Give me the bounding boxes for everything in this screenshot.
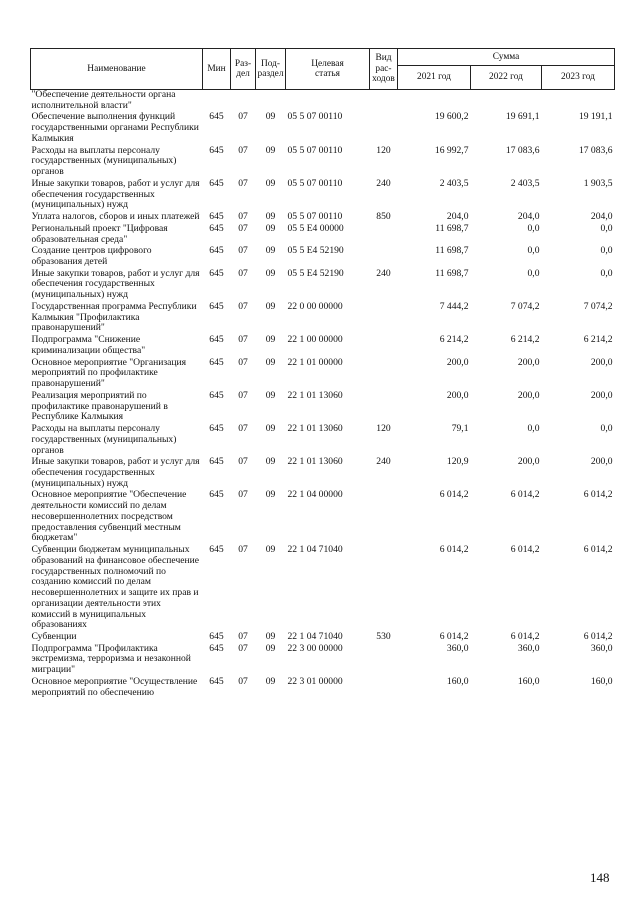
table-cell-min: 645 (209, 356, 224, 368)
table-cell-name: Основное мероприятие "Осуществление мероприятий по обеспечению (31, 675, 198, 698)
table-cell-target: 05 5 E4 00000 (287, 222, 344, 234)
table-cell-min: 645 (209, 423, 224, 435)
table-cell-2021: 120,9 (446, 456, 469, 468)
table-cell-razdel: 07 (238, 334, 248, 346)
table-cell-2023: 6 014,2 (583, 544, 613, 556)
table-cell-2021: 160,0 (446, 675, 469, 687)
table-row (31, 545, 615, 632)
header-year-2023: 2023 год (542, 66, 615, 90)
table-cell-2021: 6 014,2 (439, 544, 469, 556)
table-cell-name: Субвенции бюджетам муниципальных образований на финансовое обеспечение государственных полномочий по созданию комиссий по делам несовершеннолетних и защите их прав и организации деятельности этих комиссий в муниципальных образованиях (31, 544, 200, 631)
table-cell-vid: 240 (376, 456, 391, 468)
table-cell-2022: 7 074,2 (510, 300, 540, 312)
table-cell-2021: 360,0 (446, 642, 469, 654)
table-cell-2023: 6 014,2 (583, 630, 613, 642)
table-cell-2021: 200,0 (446, 356, 469, 368)
table-cell-2021: 204,0 (446, 211, 469, 223)
header-target: Целевая статья (286, 49, 370, 90)
table-cell-name: Подпрограмма "Снижение криминализации общества" (31, 334, 146, 356)
table-row (31, 302, 615, 335)
table-cell-vid (370, 677, 398, 699)
table-cell-razdel: 07 (238, 111, 248, 123)
table-cell-podrazdel: 09 (265, 544, 276, 556)
table-cell-name: Иные закупки товаров, работ и услуг для обеспечения государственных (муниципальных) нужд (31, 267, 200, 301)
table-cell-name: Основное мероприятие "Обеспечение деятельности комиссий по делам несовершеннолетних посредством предоставления субвенций местным бюджетам" (31, 489, 187, 544)
table-cell-name: Расходы на выплаты персоналу государственных (муниципальных) органов (31, 144, 177, 178)
table-cell-2022: 6 014,2 (510, 630, 540, 642)
table-cell-razdel: 07 (238, 389, 248, 401)
table-cell-name: Расходы на выплаты персоналу государственных (муниципальных) органов (31, 423, 177, 456)
table-cell-2021: 11 698,7 (435, 245, 469, 257)
table-cell-name: Уплата налогов, сборов и иных платежей (31, 211, 200, 223)
table-cell-podrazdel: 09 (265, 356, 276, 368)
table-cell-razdel: 07 (238, 456, 248, 468)
table-cell-podrazdel: 09 (265, 245, 276, 257)
table-cell-target (286, 90, 370, 113)
header-min: Мин (203, 49, 231, 90)
table-cell-min: 645 (209, 211, 224, 223)
table-cell-target: 22 1 01 13060 (287, 456, 343, 468)
table-cell-min: 645 (209, 111, 224, 123)
table-cell-2022: 200,0 (517, 389, 540, 401)
table-cell-podrazdel: 09 (265, 300, 276, 312)
table-cell-2023: 360,0 (590, 642, 613, 654)
table-cell-name: "Обеспечение деятельности органа исполнительной власти" (31, 89, 176, 111)
table-cell-2021: 6 014,2 (439, 630, 469, 642)
table-cell-2023: 7 074,2 (583, 300, 613, 312)
table-cell-2023: 6 014,2 (583, 489, 613, 501)
table-cell-vid (370, 391, 398, 424)
table-cell-target: 05 5 07 00110 (287, 177, 343, 189)
table-cell-2023: 17 083,6 (578, 144, 613, 156)
table-cell-podrazdel: 09 (265, 389, 276, 401)
table-cell-2023: 200,0 (590, 389, 613, 401)
table-cell-name: Иные закупки товаров, работ и услуг для обеспечения государственных (муниципальных) нужд (31, 177, 200, 211)
table-cell-2023 (542, 90, 615, 113)
table-cell-target: 22 1 01 13060 (287, 389, 343, 401)
table-cell-2022: 200,0 (517, 456, 540, 468)
table-cell-razdel: 07 (238, 630, 248, 642)
table-cell-vid (370, 90, 398, 113)
table-row (31, 146, 615, 179)
table-cell-name: Региональный проект "Цифровая образовательная среда" (31, 222, 168, 245)
table-cell-target: 05 5 07 00110 (287, 144, 343, 156)
table-cell-2022: 0,0 (527, 222, 540, 234)
table-cell-2021: 11 698,7 (435, 222, 469, 234)
table-cell-razdel: 07 (238, 144, 248, 156)
table-cell-podrazdel: 09 (265, 630, 276, 642)
table-cell-target: 22 1 01 00000 (287, 356, 343, 368)
budget-table (30, 48, 615, 699)
table-cell-2023: 1 903,5 (583, 177, 613, 189)
table-body (31, 90, 615, 700)
budget-table-page (30, 48, 624, 699)
table-cell-razdel: 07 (238, 356, 248, 368)
table-cell-2022: 0,0 (527, 267, 540, 279)
table-cell-name: Государственная программа Республики Калмыкия "Профилактика правонарушений" (31, 300, 197, 334)
header-podrazdel: Под- раздел (256, 49, 286, 90)
table-cell-2023: 0,0 (600, 245, 613, 257)
table-cell-2023: 204,0 (590, 211, 613, 223)
table-cell-razdel: 07 (238, 489, 248, 501)
table-cell-podrazdel: 09 (265, 144, 276, 156)
table-row (31, 644, 615, 677)
table-cell-vid: 240 (376, 177, 391, 189)
table-cell-min: 645 (209, 389, 224, 401)
table-cell-razdel: 07 (238, 177, 248, 189)
table-row (31, 424, 615, 457)
table-cell-2021: 16 992,7 (434, 144, 469, 156)
table-cell-min: 645 (209, 456, 224, 468)
header-razdel: Раз- дел (231, 49, 256, 90)
table-cell-target: 05 5 07 00110 (287, 111, 343, 123)
table-cell-min: 645 (209, 177, 224, 189)
table-cell-2022: 200,0 (517, 356, 540, 368)
table-row (31, 269, 615, 302)
table-cell-vid (370, 335, 398, 357)
table-cell-2022: 204,0 (517, 211, 540, 223)
table-cell-name: Создание центров цифрового образования детей (31, 245, 152, 268)
table-cell-podrazdel (256, 90, 286, 113)
table-cell-vid: 120 (376, 144, 391, 156)
table-cell-vid (370, 112, 398, 145)
table-cell-vid (370, 545, 398, 632)
table-cell-vid: 850 (376, 211, 391, 223)
table-cell-podrazdel: 09 (265, 456, 276, 468)
table-cell-min: 645 (209, 544, 224, 556)
table-cell-vid (370, 246, 398, 268)
table-cell-podrazdel: 09 (265, 211, 276, 223)
table-cell-2023: 160,0 (590, 675, 613, 687)
table-cell-razdel: 07 (238, 300, 248, 312)
table-cell-2021 (398, 90, 471, 113)
table-cell-min: 645 (209, 630, 224, 642)
table-cell-target: 22 1 04 00000 (287, 489, 343, 501)
table-cell-2023: 6 214,2 (583, 334, 613, 346)
header-year-2022: 2022 год (471, 66, 542, 90)
table-cell-vid: 530 (376, 630, 391, 642)
table-row (31, 457, 615, 490)
table-cell-2021: 11 698,7 (435, 267, 469, 279)
table-cell-2022: 6 014,2 (510, 489, 540, 501)
table-cell-podrazdel: 09 (265, 675, 276, 687)
table-row (31, 335, 615, 357)
table-cell-2022: 19 691,1 (505, 111, 540, 123)
table-cell-target: 05 5 07 00110 (287, 211, 343, 223)
table-cell-2022: 0,0 (527, 423, 540, 435)
table-row (31, 246, 615, 268)
table-cell-target: 22 0 00 00000 (287, 300, 343, 312)
table-cell-2023: 200,0 (590, 356, 613, 368)
table-cell-2023: 0,0 (600, 423, 613, 435)
table-cell-name: Иные закупки товаров, работ и услуг для обеспечения государственных (муниципальных) нужд (31, 456, 200, 489)
table-cell-min: 645 (209, 675, 224, 687)
table-cell-target: 22 3 00 00000 (287, 642, 343, 654)
table-cell-podrazdel: 09 (265, 111, 276, 123)
table-cell-vid: 120 (376, 423, 391, 435)
table-cell-razdel: 07 (238, 211, 248, 223)
table-cell-target: 05 5 E4 52190 (287, 245, 344, 257)
table-row (31, 391, 615, 424)
table-cell-min: 645 (209, 222, 224, 234)
table-cell-name: Основное мероприятие "Организация мероприятий по профилактике правонарушений" (31, 356, 187, 390)
table-cell-min (203, 90, 231, 113)
table-cell-min: 645 (209, 489, 224, 501)
table-cell-2022: 6 214,2 (510, 334, 540, 346)
table-cell-target: 22 1 04 71040 (287, 544, 343, 556)
table-cell-target: 22 1 04 71040 (287, 630, 343, 642)
table-cell-target: 22 3 01 00000 (287, 675, 343, 687)
header-year-2021: 2021 год (398, 66, 471, 90)
table-cell-min: 645 (209, 334, 224, 346)
table-cell-podrazdel: 09 (265, 423, 276, 435)
table-cell-razdel: 07 (238, 245, 248, 257)
table-cell-2021: 6 214,2 (439, 334, 469, 346)
table-cell-podrazdel: 09 (265, 334, 276, 346)
table-cell-vid (370, 224, 398, 246)
table-cell-2021: 79,1 (451, 423, 469, 435)
table-cell-2022: 2 403,5 (510, 177, 540, 189)
table-cell-2022: 0,0 (527, 245, 540, 257)
table-cell-razdel: 07 (238, 544, 248, 556)
page-number: 148 (590, 870, 610, 885)
header-summa: Сумма (398, 49, 615, 66)
table-cell-min: 645 (209, 245, 224, 257)
table-row (31, 112, 615, 145)
table-cell-vid (370, 490, 398, 545)
table-row (31, 90, 615, 113)
table-cell-name: Обеспечение выполнения функций государственными органами Республики Калмыкия (31, 111, 199, 144)
table-cell-podrazdel: 09 (265, 642, 276, 654)
table-cell-2022: 360,0 (517, 642, 540, 654)
table-row (31, 179, 615, 212)
table-cell-2021: 2 403,5 (439, 177, 469, 189)
table-cell-name: Подпрограмма "Профилактика экстремизма, терроризма и незаконной миграции" (31, 642, 191, 676)
table-cell-podrazdel: 09 (265, 177, 276, 189)
table-cell-vid (370, 302, 398, 335)
header-name: Наименование (31, 49, 203, 90)
table-cell-2021: 6 014,2 (439, 489, 469, 501)
table-cell-2022: 17 083,6 (505, 144, 540, 156)
table-row (31, 358, 615, 391)
table-cell-2021: 19 600,2 (434, 111, 469, 123)
table-cell-vid: 240 (376, 267, 391, 279)
table-cell-min: 645 (209, 300, 224, 312)
table-cell-target: 05 5 E4 52190 (287, 267, 344, 279)
table-cell-2023: 200,0 (590, 456, 613, 468)
table-cell-2023: 19 191,1 (578, 111, 613, 123)
table-cell-name: Реализация мероприятий по профилактике правонарушений в Республике Калмыкия (31, 389, 168, 423)
table-cell-min: 645 (209, 642, 224, 654)
table-cell-2023: 0,0 (600, 222, 613, 234)
table-cell-name: Субвенции (31, 630, 77, 642)
table-cell-2022: 160,0 (517, 675, 540, 687)
table-cell-min: 645 (209, 267, 224, 279)
table-cell-razdel: 07 (238, 675, 248, 687)
table-cell-razdel (231, 90, 256, 113)
table-row (31, 490, 615, 545)
table-cell-podrazdel: 09 (265, 267, 276, 279)
table-cell-target: 22 1 01 13060 (287, 423, 343, 435)
table-cell-min: 645 (209, 144, 224, 156)
table-cell-razdel: 07 (238, 642, 248, 654)
table-cell-podrazdel: 09 (265, 489, 276, 501)
table-row (31, 677, 615, 699)
table-row (31, 224, 615, 246)
table-cell-razdel: 07 (238, 267, 248, 279)
table-cell-vid (370, 358, 398, 391)
table-row (31, 632, 615, 644)
table-cell-target: 22 1 00 00000 (287, 334, 343, 346)
table-cell-razdel: 07 (238, 222, 248, 234)
table-cell-podrazdel: 09 (265, 222, 276, 234)
table-cell-vid (370, 644, 398, 677)
table-cell-2023: 0,0 (600, 267, 613, 279)
table-cell-2022 (471, 90, 542, 113)
table-cell-2022: 6 014,2 (510, 544, 540, 556)
table-cell-razdel: 07 (238, 423, 248, 435)
table-cell-2021: 200,0 (446, 389, 469, 401)
table-cell-2021: 7 444,2 (439, 300, 469, 312)
header-vid: Вид рас- ходов (370, 49, 398, 90)
